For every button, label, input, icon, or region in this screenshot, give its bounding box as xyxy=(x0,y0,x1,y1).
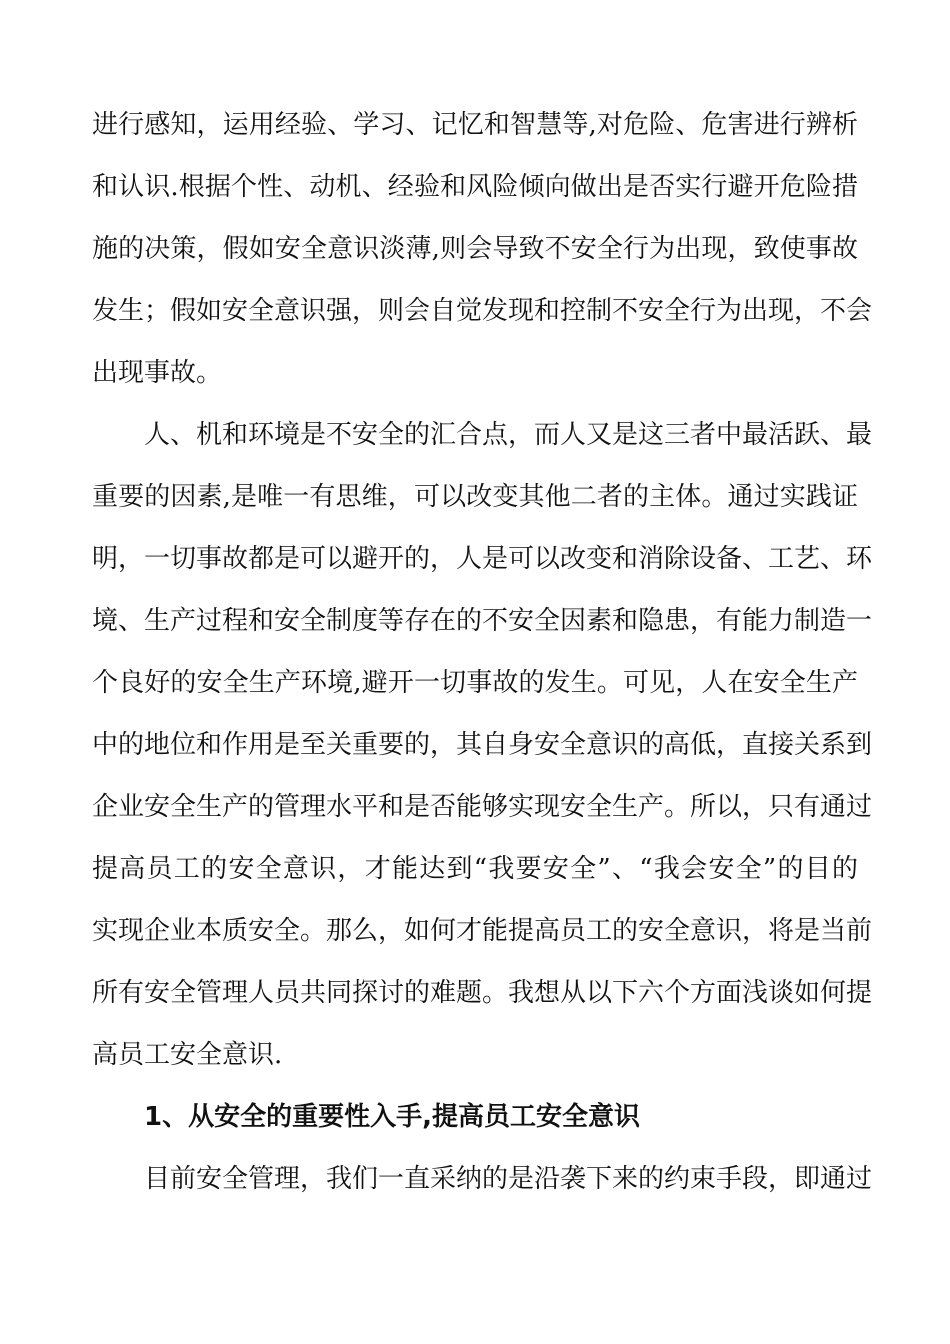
section-heading: 1、从安全的重要性入手,提高员工安全意识 xyxy=(144,1102,640,1132)
paragraph-1-line-2: 和认识.根据个性、动机、经验和风险倾向做出是否实行避开危险措 xyxy=(92,172,858,202)
paragraph-1-line-4: 发生；假如安全意识强，则会自觉发现和控制不安全行为出现，不会 xyxy=(92,296,873,326)
paragraph-2-line-1: 人、机和环境是不安全的汇合点，而人又是这三者中最活跃、最 xyxy=(144,420,873,450)
paragraph-1-line-5: 出现事故。 xyxy=(92,358,223,388)
paragraph-1-line-3: 施的决策，假如安全意识淡薄,则会导致不安全行为出现，致使事故 xyxy=(92,234,858,264)
paragraph-2-line-8: 提高员工的安全意识，才能达到“我要安全”、“我会安全”的目的 xyxy=(92,854,858,884)
paragraph-2-line-4: 境、生产过程和安全制度等存在的不安全因素和隐患，有能力制造一 xyxy=(92,606,873,636)
paragraph-1-line-1: 进行感知，运用经验、学习、记忆和智慧等,对危险、危害进行辨析 xyxy=(92,110,858,140)
paragraph-3-line-1: 目前安全管理，我们一直采纳的是沿袭下来的约束手段，即通过 xyxy=(144,1164,873,1194)
paragraph-2-line-7: 企业安全生产的管理水平和是否能够实现安全生产。所以，只有通过 xyxy=(92,792,873,822)
paragraph-2-line-11: 高员工安全意识. xyxy=(92,1040,283,1070)
paragraph-2-line-10: 所有安全管理人员共同探讨的难题。我想从以下六个方面浅谈如何提 xyxy=(92,978,873,1008)
paragraph-2-line-3: 明，一切事故都是可以避开的，人是可以改变和消除设备、工艺、环 xyxy=(92,544,873,574)
paragraph-2-line-6: 中的地位和作用是至关重要的，其自身安全意识的高低，直接关系到 xyxy=(92,730,873,760)
paragraph-2-line-5: 个良好的安全生产环境,避开一切事故的发生。可见，人在安全生产 xyxy=(92,668,858,698)
paragraph-2-line-9: 实现企业本质安全。那么，如何才能提高员工的安全意识，将是当前 xyxy=(92,916,873,946)
paragraph-2-line-2: 重要的因素,是唯一有思维，可以改变其他二者的主体。通过实践证 xyxy=(92,482,858,512)
